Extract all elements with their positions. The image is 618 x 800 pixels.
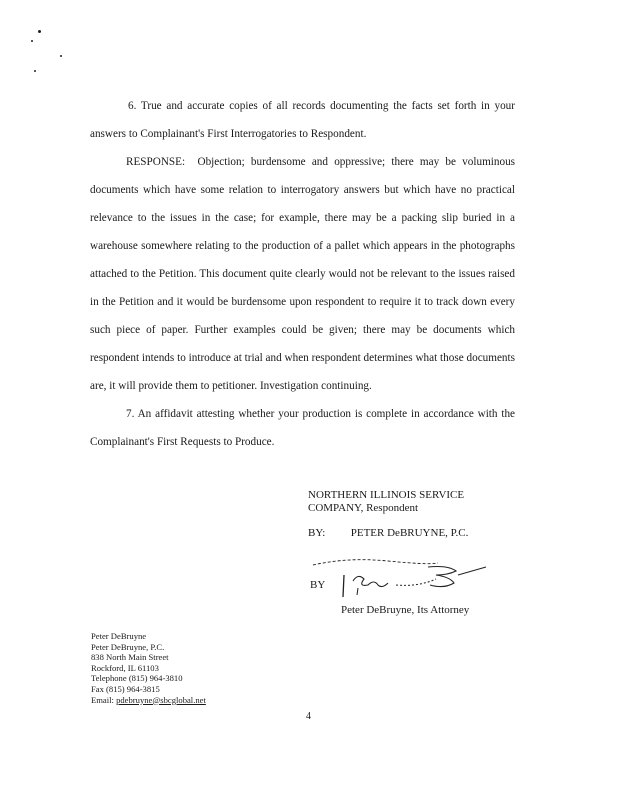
signature-party bbox=[308, 489, 548, 515]
handwritten-signature bbox=[308, 555, 508, 605]
scan-speck bbox=[60, 55, 62, 57]
scan-speck bbox=[31, 40, 33, 42]
contact-city: Rockford, IL 61103 bbox=[91, 662, 159, 673]
item-6-text: 6. True and accurate copies of all records documenting the facts set forth in your answers to Complainant's First Interrogatories to Respondent. bbox=[90, 100, 515, 140]
attorney-caption: Peter DeBruyne, Its Attorney bbox=[341, 604, 470, 616]
contact-name: Peter DeBruyne bbox=[91, 631, 147, 641]
by-label: BY: bbox=[308, 527, 326, 539]
email-link[interactable]: pdebruyne@sbcglobal.net bbox=[116, 694, 206, 705]
scan-speck bbox=[38, 30, 41, 33]
contact-street: 838 North Main Street bbox=[91, 652, 169, 663]
by-label-2: BY bbox=[310, 579, 326, 591]
scan-speck bbox=[34, 70, 36, 72]
by-firm: PETER DeBRUYNE, P.C. bbox=[350, 527, 469, 539]
attorney-contact-block bbox=[91, 631, 206, 705]
party-line-1: NORTHERN ILLINOIS SERVICE bbox=[308, 489, 465, 501]
response-label: RESPONSE: bbox=[126, 156, 186, 168]
contact-email-row bbox=[91, 695, 206, 706]
contact-telephone: Telephone (815) 964-3810 bbox=[91, 673, 183, 684]
item-7 bbox=[90, 400, 515, 456]
party-line-2: COMPANY, Respondent bbox=[308, 502, 419, 514]
response-text: Objection; burdensome and oppressive; there may be voluminous documents which have some relation to interrogatory answers but which have no practical relevance to the issues in the case; for example, there may be a packing slip buried in a warehouse somewhere relating to the production of a pallet which appears in the photographs attached to the Petition. This document quite clearly would not be relevant to the issues raised in the Petition and it would be burdensome upon respondent to require it to track down every such piece of paper. Further examples could be given; there may be documents which respondent intends to introduce at trial and when respondent determines what those documents are, it will provide them to petitioner. Investigation continuing. bbox=[90, 156, 516, 392]
contact-fax: Fax (815) 964-3815 bbox=[91, 683, 160, 694]
document-body bbox=[90, 92, 515, 456]
item-6 bbox=[90, 92, 515, 148]
page-number: 4 bbox=[306, 711, 311, 722]
email-label: Email: bbox=[91, 694, 114, 705]
by-firm-row bbox=[308, 527, 468, 539]
handwritten-signature-area bbox=[308, 555, 508, 605]
response-paragraph bbox=[90, 148, 515, 400]
contact-firm: Peter DeBruyne, P.C. bbox=[91, 641, 165, 652]
item-7-text: 7. An affidavit attesting whether your production is complete in accordance with the Complainant's First Requests to Produce. bbox=[90, 408, 515, 448]
